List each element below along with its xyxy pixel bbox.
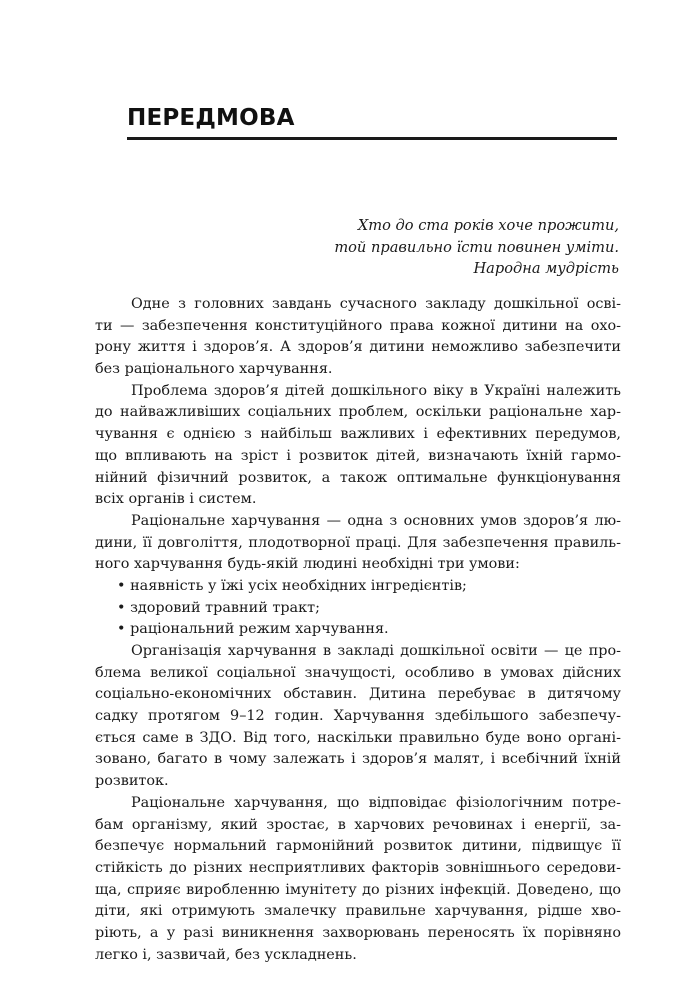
text-line: дини, її довголіття, плодотворної праці. Для забезпечення правиль- [95, 534, 621, 551]
text-line: Раціональне харчування, що відповідає фізіологічним потре- [131, 794, 621, 811]
text-line: легко і, зазвичай, без ускладнень. [95, 946, 357, 963]
text-line: до найважливіших соціальних проблем, оскільки раціональне хар- [95, 404, 621, 421]
list-item: • раціональний режим харчування. [117, 621, 389, 638]
text-line: Організація харчування в закладі дошкільної освіти — це про- [131, 643, 621, 659]
text-line: ріють, а у разі виникнення захворювань переносять їх порівняно [95, 924, 621, 941]
text-line: ється саме в ЗДО. Від того, наскільки правильно буде воно органі- [95, 729, 621, 746]
title-underline [127, 137, 617, 140]
text-line: стійкість до різних несприятливих факторів зовнішнього середови- [95, 859, 621, 876]
text-line: зовано, багато в чому залежать і здоров’я малят, і всебічний їхній [95, 751, 621, 768]
text-line: рону життя і здоров’я. А здоров’я дитини неможливо забезпечити [95, 339, 621, 356]
text-line: бам організму, який зростає, в харчових речовинах і енергії, за- [95, 816, 621, 833]
epigraph-attribution: Народна мудрість [473, 260, 619, 277]
text-line: безпечує нормальний гармонійний розвиток дитини, підвищує її [95, 838, 621, 855]
text-line: без раціонального харчування. [95, 361, 333, 378]
text-line: блема великої соціальної значущості, особливо в умовах дійсних [95, 664, 621, 681]
text-line: садку протягом 9–12 годин. Харчування здебільшого забезпечу- [95, 708, 621, 725]
text-line: чування є однією з найбільш важливих і ефективних передумов, [95, 426, 621, 443]
text-line: ща, сприяє виробленню імунітету до різних інфекцій. Доведено, що [95, 881, 621, 898]
text-line: розвиток. [95, 773, 169, 790]
text-line: Раціональне харчування — одна з основних умов здоров’я лю- [131, 512, 621, 529]
text-line: що впливають на зріст і розвиток дітей, визначають їхній гармо- [95, 447, 621, 464]
epigraph-line: Хто до ста років хоче прожити, [357, 217, 619, 234]
page-title: ПЕРЕДМОВА [127, 105, 295, 131]
text-line: діти, які отримують змалечку правильне харчування, рідше хво- [95, 903, 621, 920]
text-line: Проблема здоров’я дітей дошкільного віку в Україні належить [131, 382, 621, 399]
body-text [95, 294, 621, 966]
text-line: всіх органів і систем. [95, 491, 257, 508]
text-line: соціально-економічних обставин. Дитина перебуває в дитячому [95, 686, 621, 703]
epigraph [334, 215, 619, 280]
text-line: ного харчування будь-якій людині необхідні три умови: [95, 556, 520, 573]
text-line: ти — забезпечення конституційного права кожної дитини на охо- [95, 317, 621, 334]
list-item: • наявність у їжі усіх необхідних інгредієнтів; [117, 577, 467, 594]
text-line: Одне з головних завдань сучасного закладу дошкільної осві- [131, 296, 621, 312]
text-line: нійний фізичний розвиток, а також оптимальне функціонування [95, 469, 621, 486]
epigraph-line: той правильно їсти повинен уміти. [334, 238, 619, 256]
list-item: • здоровий травний тракт; [117, 599, 320, 616]
